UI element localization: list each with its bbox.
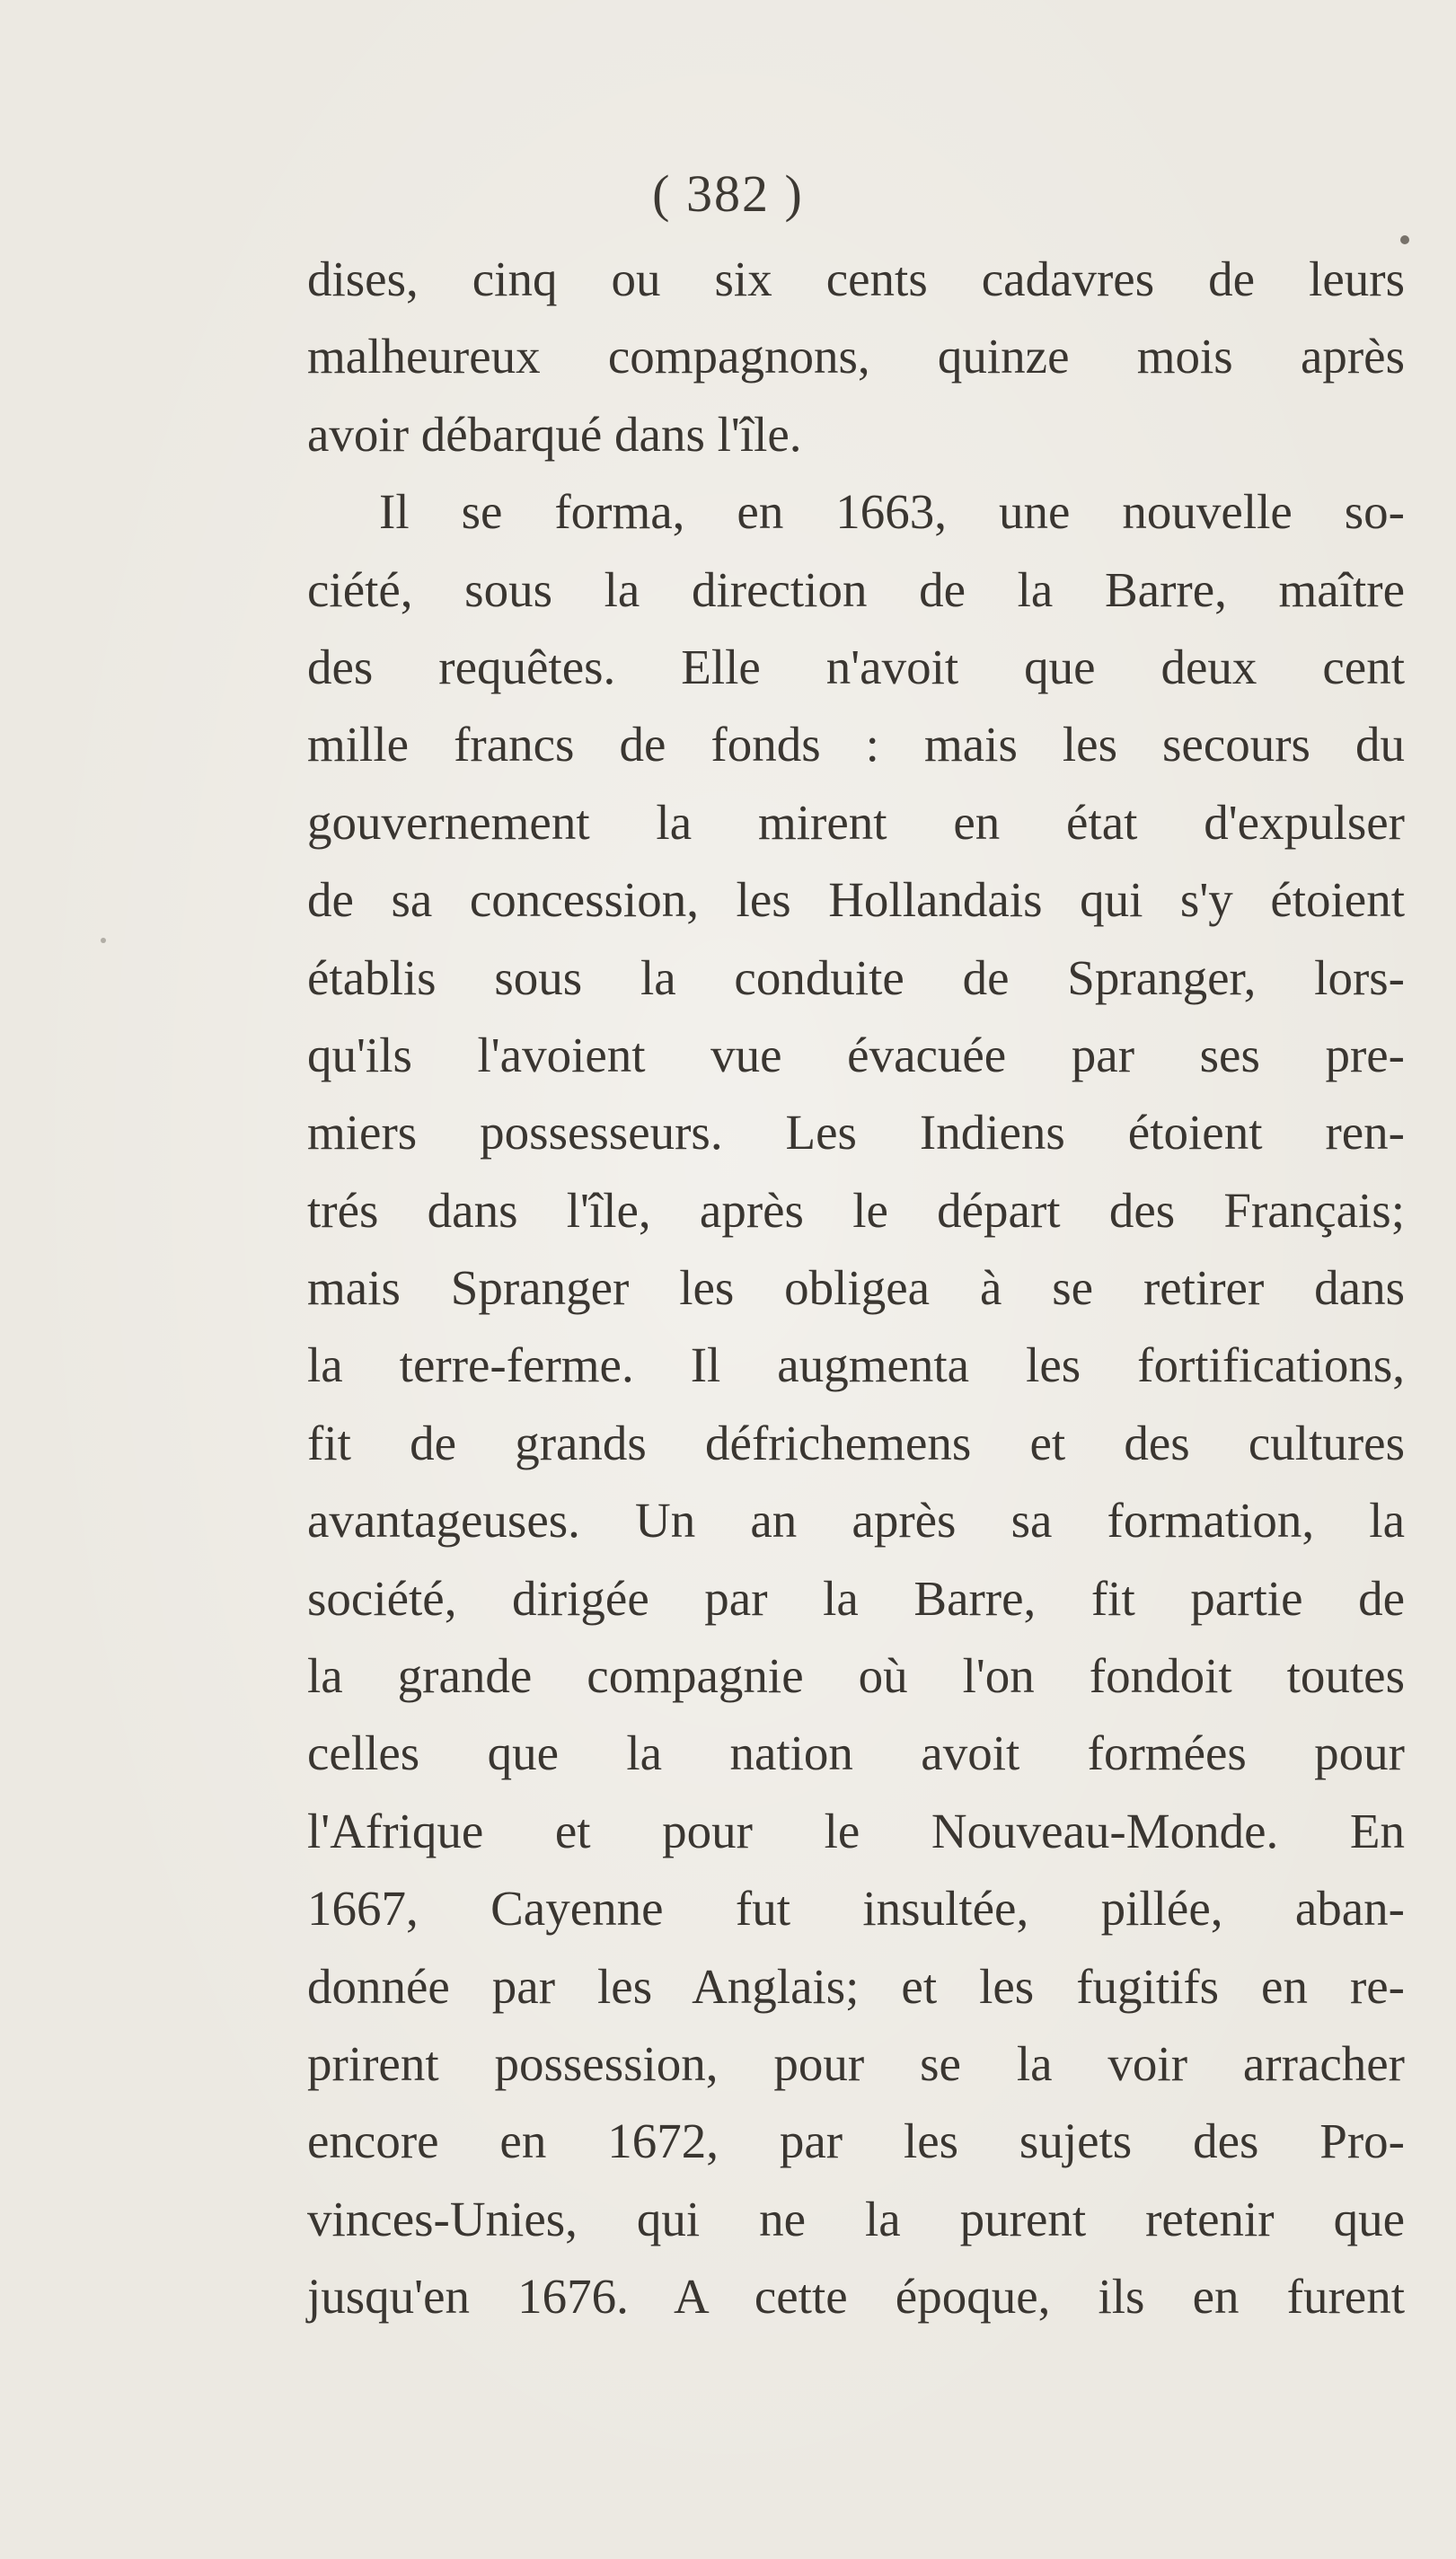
page-number: ( 382 )	[652, 164, 804, 223]
text-line: ciété, sous la direction de la Barre, maître	[307, 561, 1405, 617]
text-line: fit de grands défrichemens et des cultures	[307, 1415, 1405, 1470]
text-line: la grande compagnie où l'on fondoit toutes	[307, 1648, 1405, 1704]
text-line: jusqu'en 1676. A cette époque, ils en furent	[307, 2269, 1405, 2325]
text-line: la terre-ferme. Il augmenta les fortifications,	[307, 1337, 1405, 1393]
text-line: avoir débarqué dans l'île.	[307, 406, 802, 462]
text-line: gouvernement la mirent en état d'expulser	[307, 794, 1405, 850]
text-line: avantageuses. Un an après sa formation, la	[307, 1493, 1405, 1549]
text-line: mille francs de fonds : mais les secours du	[307, 717, 1405, 772]
text-line: dises, cinq ou six cents cadavres de leurs	[307, 251, 1405, 306]
text-line: mais Spranger les obligea à se retirer dans	[307, 1260, 1405, 1316]
text-line: l'Afrique et pour le Nouveau-Monde. En	[307, 1803, 1405, 1858]
text-line: encore en 1672, par les sujets des Pro-	[307, 2113, 1405, 2169]
text-line: trés dans l'île, après le départ des Français;	[307, 1182, 1405, 1238]
text-line: vinces-Unies, qui ne la purent retenir que	[307, 2191, 1405, 2246]
text-line: donnée par les Anglais; et les fugitifs en re-	[307, 1958, 1405, 2014]
ink-speck	[101, 938, 106, 943]
ink-speck	[1400, 235, 1409, 244]
text-line: malheureux compagnons, quinze mois après	[307, 329, 1405, 384]
text-line: société, dirigée par la Barre, fit partie de	[307, 1570, 1405, 1626]
text-line: prirent possession, pour se la voir arracher	[307, 2035, 1405, 2091]
text-line: celles que la nation avoit formées pour	[307, 1725, 1405, 1781]
text-line: miers possesseurs. Les Indiens étoient ren-	[307, 1105, 1405, 1160]
text-line: 1667, Cayenne fut insultée, pillée, aban-	[307, 1881, 1405, 1937]
text-line: qu'ils l'avoient vue évacuée par ses pre-	[307, 1027, 1405, 1082]
body-text	[307, 241, 1405, 2336]
text-line: de sa concession, les Hollandais qui s'y étoient	[307, 872, 1405, 928]
text-line: des requêtes. Elle n'avoit que deux cent	[307, 639, 1405, 694]
text-line: établis sous la conduite de Spranger, lors-	[307, 949, 1405, 1005]
text-line-paragraph-start: Il se forma, en 1663, une nouvelle so-	[379, 484, 1405, 540]
